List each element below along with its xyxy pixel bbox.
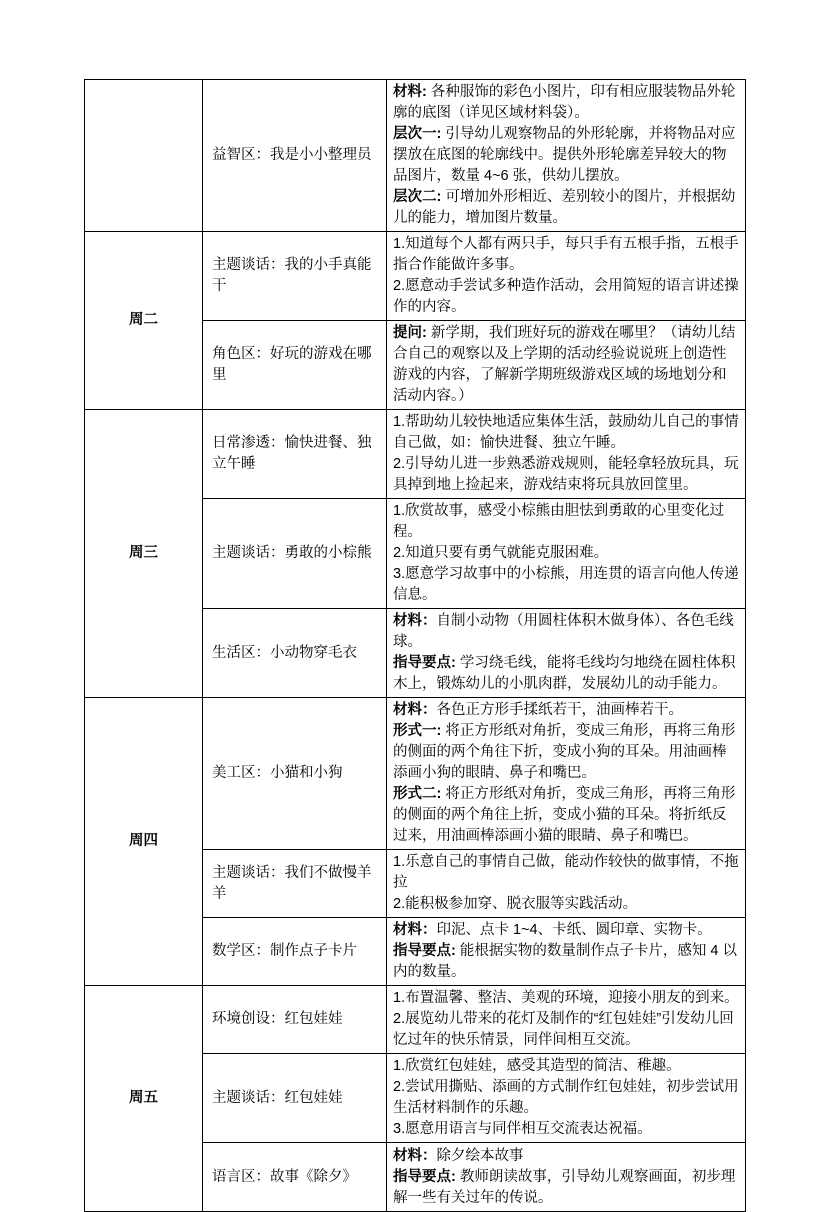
detail-text: 2.知道只要有勇气就能克服困难。 (393, 545, 609, 561)
activity-cell: 美工区：小猫和小狗 (203, 698, 387, 850)
detail-text: 2.展览幼儿带来的花灯及制作的“红包娃娃”引发幼儿回忆过年的快乐情景，同伴间相互交流。 (393, 1011, 734, 1048)
activity-cell: 益智区：我是小小整理员 (203, 80, 387, 232)
details-cell (387, 80, 746, 232)
detail-line (393, 1167, 740, 1209)
details-cell (387, 918, 746, 986)
day-cell: 周五 (85, 986, 203, 1212)
activity-cell: 主题谈话：我们不做慢羊羊 (203, 850, 387, 918)
detail-line (393, 784, 740, 847)
detail-text: 新学期，我们班好玩的游戏在哪里？（请幼儿结合自己的观察以及上学期的活动经验说说班上创造性游戏的内容，了解新学期班级游戏区域的场地划分和活动内容。） (393, 325, 736, 404)
detail-line (393, 454, 740, 496)
detail-text: 2.引导幼儿进一步熟悉游戏规则，能轻拿轻放玩具，玩具掉到地上捡起来，游戏结束将玩具放回筐里。 (393, 456, 739, 493)
table-row (85, 698, 746, 850)
weekly-plan-table (84, 79, 746, 1212)
activity-cell: 数学区：制作点子卡片 (203, 918, 387, 986)
activity-cell: 生活区：小动物穿毛衣 (203, 609, 387, 698)
detail-line (393, 234, 740, 276)
detail-label: 形式一: (393, 723, 446, 739)
detail-line (393, 988, 740, 1009)
detail-text: 3.愿意学习故事中的小棕熊，用连贯的语言向他人传递信息。 (393, 566, 739, 603)
detail-text: 可增加外形相近、差别较小的图片，并根据幼儿的能力，增加图片数量。 (393, 189, 736, 226)
day-cell: 周二 (85, 232, 203, 410)
detail-line (393, 564, 740, 606)
details-cell (387, 232, 746, 321)
activity-cell: 角色区：好玩的游戏在哪里 (203, 321, 387, 410)
details-cell (387, 609, 746, 698)
details-cell (387, 698, 746, 850)
activity-cell: 主题谈话：我的小手真能干 (203, 232, 387, 321)
detail-label: 材料： (393, 613, 437, 629)
detail-label: 材料： (393, 1147, 437, 1164)
details-cell (387, 1143, 746, 1212)
detail-text: 2.能积极参加穿、脱衣服等实践活动。 (393, 896, 638, 912)
detail-line (393, 1119, 740, 1140)
detail-label: 材料： (393, 922, 437, 938)
detail-line (393, 187, 740, 229)
detail-line (393, 501, 740, 543)
detail-text: 学习绕毛线，能将毛线均匀地绕在圆柱体积木上，锻炼幼儿的小肌肉群，发展幼儿的动手能力。 (393, 655, 736, 692)
detail-line (393, 1077, 740, 1119)
detail-text: 能根据实物的数量制作点子卡片，感知 4 以内的数量。 (393, 943, 737, 980)
table-row (85, 986, 746, 1054)
detail-text: 将正方形纸对角折，变成三角形，再将三角形的侧面的两个角往下折，变成小狗的耳朵。用油画棒添画小狗的眼睛、鼻子和嘴巴。 (393, 723, 736, 781)
detail-label: 指导要点: (393, 943, 460, 959)
detail-line (393, 543, 740, 564)
activity-cell: 语言区：故事《除夕》 (203, 1143, 387, 1212)
detail-line (393, 852, 740, 894)
table-row (85, 410, 746, 499)
detail-line (393, 920, 740, 941)
detail-line (393, 276, 740, 318)
day-cell: 周四 (85, 698, 203, 986)
detail-text: 教师朗读故事，引导幼儿观察画面，初步理解一些有关过年的传说。 (393, 1168, 736, 1206)
detail-line (393, 721, 740, 784)
detail-text: 印泥、点卡 1~4、卡纸、圆印章、实物卡。 (436, 922, 712, 938)
detail-label: 形式二: (393, 786, 446, 802)
activity-cell: 环境创设：红包娃娃 (203, 986, 387, 1054)
detail-text: 将正方形纸对角折，变成三角形，再将三角形的侧面的两个角往上折，变成小猫的耳朵。将折纸反过来，用油画棒添画小猫的眼睛、鼻子和嘴巴。 (393, 786, 736, 844)
detail-text: 3.愿意用语言与同伴相互交流表达祝福。 (393, 1121, 652, 1137)
details-cell (387, 986, 746, 1054)
detail-text: 1.欣赏故事，感受小棕熊由胆怯到勇敢的心里变化过程。 (393, 503, 725, 540)
detail-line (393, 323, 740, 407)
detail-text: 引导幼儿观察物品的外形轮廓，并将物品对应摆放在底图的轮廓线中。提供外形轮廓差异较大的物品图片，数量 4~6 张，供幼儿摆放。 (393, 126, 736, 184)
detail-line (393, 653, 740, 695)
detail-line (393, 611, 740, 653)
detail-line (393, 82, 740, 124)
detail-text: 1.欣赏红包娃娃，感受其造型的简洁、稚趣。 (393, 1058, 681, 1074)
table-row (85, 232, 746, 321)
detail-label: 层次一: (393, 126, 446, 142)
details-cell (387, 410, 746, 499)
detail-text: 各色正方形手揉纸若干，油画棒若干。 (436, 702, 683, 718)
detail-label: 提问: (393, 325, 431, 341)
day-cell: 周三 (85, 410, 203, 698)
detail-text: 各种服饰的彩色小图片，印有相应服装物品外轮廓的底图（详见区域材料袋）。 (393, 84, 736, 121)
detail-line (393, 1009, 740, 1051)
detail-label: 材料: (393, 84, 431, 100)
detail-text: 1.乐意自己的事情自己做，能动作较快的做事情，不拖拉 (393, 854, 739, 891)
detail-text: 2.尝试用撕贴、添画的方式制作红包娃娃，初步尝试用生活材料制作的乐趣。 (393, 1079, 739, 1116)
detail-line (393, 1056, 740, 1077)
details-cell (387, 321, 746, 410)
detail-line (393, 124, 740, 187)
detail-text: 2.愿意动手尝试多种造作活动，会用简短的语言讲述操作的内容。 (393, 278, 739, 315)
detail-line (393, 941, 740, 983)
activity-cell: 日常渗透：愉快进餐、独立午睡 (203, 410, 387, 499)
detail-label: 层次二: (393, 189, 446, 205)
detail-text: 自制小动物（用圆柱体积木做身体）、各色毛线球。 (393, 613, 734, 650)
detail-text: 1.布置温馨、整洁、美观的环境，迎接小朋友的到来。 (393, 990, 739, 1006)
detail-line (393, 700, 740, 721)
detail-label: 材料： (393, 702, 437, 718)
day-cell-empty (85, 80, 203, 232)
detail-line (393, 894, 740, 915)
plan-table-body (85, 80, 746, 1212)
details-cell (387, 850, 746, 918)
detail-line (393, 1146, 740, 1167)
detail-label: 指导要点: (393, 655, 460, 671)
detail-text: 除夕绘本故事 (436, 1147, 524, 1164)
detail-text: 1.知道每个人都有两只手，每只手有五根手指，五根手指合作能做许多事。 (393, 236, 739, 273)
details-cell (387, 499, 746, 609)
detail-line (393, 412, 740, 454)
detail-label: 指导要点: (393, 1168, 460, 1185)
activity-cell: 主题谈话：勇敢的小棕熊 (203, 499, 387, 609)
activity-cell: 主题谈话：红包娃娃 (203, 1054, 387, 1143)
details-cell (387, 1054, 746, 1143)
table-row (85, 80, 746, 232)
detail-text: 1.帮助幼儿较快地适应集体生活，鼓励幼儿自己的事情自己做，如：愉快进餐、独立午睡。 (393, 414, 739, 451)
